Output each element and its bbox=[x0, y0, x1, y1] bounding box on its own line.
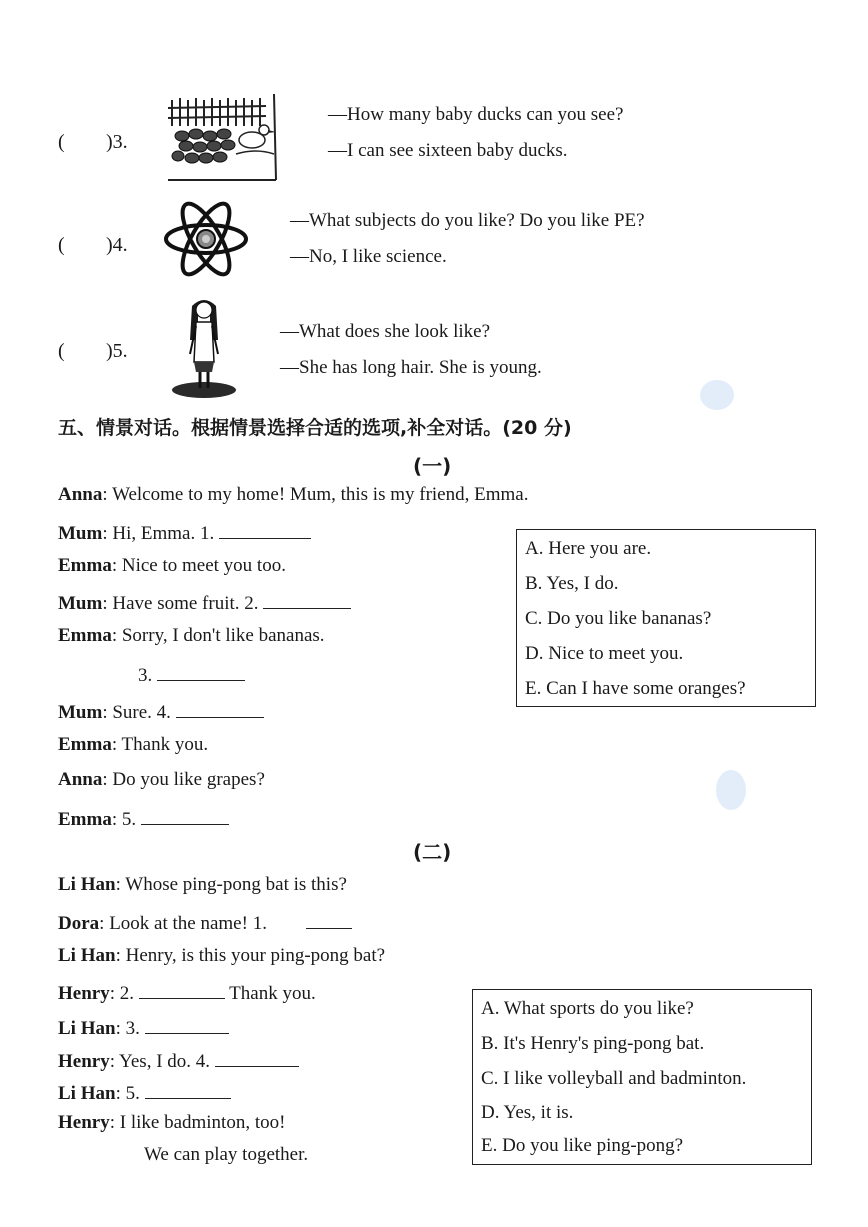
line-text: 3. bbox=[138, 665, 153, 686]
dialogue-line bbox=[138, 662, 245, 687]
speaker-sep: : bbox=[115, 1018, 121, 1039]
answer-paren-open: ( bbox=[58, 340, 65, 362]
option-item: E. Can I have some oranges? bbox=[525, 678, 746, 699]
speaker: Emma bbox=[58, 809, 112, 830]
dialogue-line bbox=[144, 1144, 308, 1166]
speaker: Henry bbox=[58, 1112, 110, 1133]
answer-blank[interactable] bbox=[145, 1080, 231, 1099]
speaker-sep: : bbox=[102, 484, 108, 505]
speaker-sep: : bbox=[102, 523, 108, 544]
dialogue-line bbox=[58, 910, 352, 935]
answer-paren-open: ( bbox=[58, 234, 65, 256]
option-item: E. Do you like ping-pong? bbox=[481, 1135, 684, 1156]
option-item: B. It's Henry's ping-pong bat. bbox=[481, 1033, 705, 1054]
answer-blank[interactable] bbox=[139, 980, 225, 999]
speaker-sep: : bbox=[115, 874, 121, 895]
speaker-sep: : bbox=[111, 625, 118, 646]
option-item: C. I like volleyball and badminton. bbox=[481, 1068, 747, 1089]
line-text: Do you like grapes? bbox=[112, 769, 265, 790]
answer-blank[interactable] bbox=[176, 699, 264, 718]
option-item: C. Do you like bananas? bbox=[525, 608, 712, 629]
dialogue-line bbox=[58, 874, 347, 896]
line-text-after: Thank you. bbox=[229, 983, 316, 1004]
speaker-sep: : bbox=[115, 1083, 121, 1104]
options-box-part-2 bbox=[472, 989, 812, 1165]
speaker: Emma bbox=[58, 625, 112, 646]
dialogue-line bbox=[58, 945, 385, 967]
speaker-sep: : bbox=[111, 555, 118, 576]
part-label: (一) bbox=[413, 454, 452, 478]
speaker-sep: : bbox=[102, 593, 108, 614]
option-item: B. Yes, I do. bbox=[525, 573, 619, 594]
option-item: A. Here you are. bbox=[525, 538, 652, 559]
line-text: We can play together. bbox=[144, 1144, 309, 1165]
answer-blank[interactable] bbox=[215, 1048, 299, 1067]
speaker: Henry bbox=[58, 983, 110, 1004]
answer-blank[interactable] bbox=[263, 590, 351, 609]
speaker-sep: : bbox=[111, 734, 118, 755]
line-text: Hi, Emma. 1. bbox=[112, 523, 215, 544]
answer-blank[interactable] bbox=[145, 1015, 229, 1034]
dialogue-line bbox=[58, 769, 265, 791]
part-label: (二) bbox=[413, 840, 452, 864]
dialogue-answer: —No, I like science. bbox=[290, 246, 447, 267]
answer-blank[interactable] bbox=[157, 662, 245, 681]
answer-paren-open: ( bbox=[58, 131, 65, 153]
speaker: Li Han bbox=[58, 1018, 116, 1039]
speaker-sep: : bbox=[109, 1112, 115, 1133]
item-number: )3. bbox=[106, 131, 128, 153]
dialogue-line bbox=[58, 1080, 231, 1105]
option-item: D. Yes, it is. bbox=[481, 1102, 574, 1123]
scan-smudge bbox=[716, 770, 746, 810]
baby-ducks-picture bbox=[166, 92, 280, 184]
scan-smudge bbox=[700, 380, 734, 410]
line-text: Sure. 4. bbox=[112, 702, 171, 723]
speaker: Dora bbox=[58, 913, 100, 934]
speaker: Emma bbox=[58, 555, 112, 576]
speaker: Anna bbox=[58, 769, 103, 790]
science-atom-picture bbox=[163, 196, 249, 282]
item-number: )4. bbox=[106, 234, 128, 256]
line-text: Yes, I do. 4. bbox=[119, 1051, 211, 1072]
dialogue-line bbox=[58, 590, 351, 615]
line-text: Sorry, I don't like bananas. bbox=[121, 625, 325, 646]
speaker: Henry bbox=[58, 1051, 110, 1072]
speaker: Mum bbox=[58, 702, 103, 723]
dialogue-question: —How many baby ducks can you see? bbox=[328, 104, 624, 125]
line-text: 5. bbox=[121, 809, 137, 830]
line-text: 5. bbox=[125, 1083, 140, 1104]
line-text: 3. bbox=[125, 1018, 140, 1039]
answer-blank[interactable] bbox=[141, 806, 229, 825]
item-number: )5. bbox=[106, 340, 128, 362]
speaker-sep: : bbox=[109, 1051, 115, 1072]
dialogue-line bbox=[58, 806, 229, 831]
dialogue-question: —What subjects do you like? Do you like PE? bbox=[290, 210, 645, 231]
speaker: Anna bbox=[58, 484, 103, 505]
line-text: 2. bbox=[119, 983, 134, 1004]
speaker: Mum bbox=[58, 523, 103, 544]
section-title: 五、情景对话。根据情景选择合适的选项,补全对话。(20 分) bbox=[58, 417, 572, 439]
dialogue-line bbox=[58, 520, 311, 545]
speaker-sep: : bbox=[111, 809, 118, 830]
dialogue-line bbox=[58, 980, 316, 1005]
options-box-part-1 bbox=[516, 529, 816, 707]
line-text: Whose ping-pong bat is this? bbox=[125, 874, 347, 895]
option-item: D. Nice to meet you. bbox=[525, 643, 684, 664]
line-text: Nice to meet you too. bbox=[121, 555, 286, 576]
young-girl-picture bbox=[170, 296, 238, 400]
line-text: I like badminton, too! bbox=[119, 1112, 286, 1133]
dialogue-line bbox=[58, 484, 528, 506]
line-text: Thank you. bbox=[121, 734, 209, 755]
line-text: Henry, is this your ping-pong bat? bbox=[125, 945, 386, 966]
dialogue-line bbox=[58, 625, 325, 647]
speaker-sep: : bbox=[102, 702, 108, 723]
answer-blank[interactable] bbox=[306, 910, 352, 929]
dialogue-line bbox=[58, 1015, 229, 1040]
answer-blank[interactable] bbox=[219, 520, 311, 539]
dialogue-line bbox=[58, 699, 264, 724]
line-text: Welcome to my home! Mum, this is my friend, Emma. bbox=[112, 484, 529, 505]
speaker: Li Han bbox=[58, 1083, 116, 1104]
line-text: Look at the name! 1. bbox=[109, 913, 267, 934]
dialogue-line bbox=[58, 555, 286, 577]
dialogue-line bbox=[58, 1112, 285, 1134]
speaker: Li Han bbox=[58, 874, 116, 895]
dialogue-answer: —I can see sixteen baby ducks. bbox=[328, 140, 568, 161]
speaker-sep: : bbox=[99, 913, 105, 934]
dialogue-line bbox=[58, 1048, 299, 1073]
option-item: A. What sports do you like? bbox=[481, 998, 694, 1019]
speaker: Mum bbox=[58, 593, 103, 614]
speaker: Emma bbox=[58, 734, 112, 755]
speaker-sep: : bbox=[102, 769, 108, 790]
speaker: Li Han bbox=[58, 945, 116, 966]
speaker-sep: : bbox=[109, 983, 115, 1004]
dialogue-answer: —She has long hair. She is young. bbox=[280, 357, 542, 378]
dialogue-question: —What does she look like? bbox=[280, 321, 491, 342]
speaker-sep: : bbox=[115, 945, 121, 966]
line-text: Have some fruit. 2. bbox=[112, 593, 259, 614]
dialogue-line bbox=[58, 734, 208, 756]
